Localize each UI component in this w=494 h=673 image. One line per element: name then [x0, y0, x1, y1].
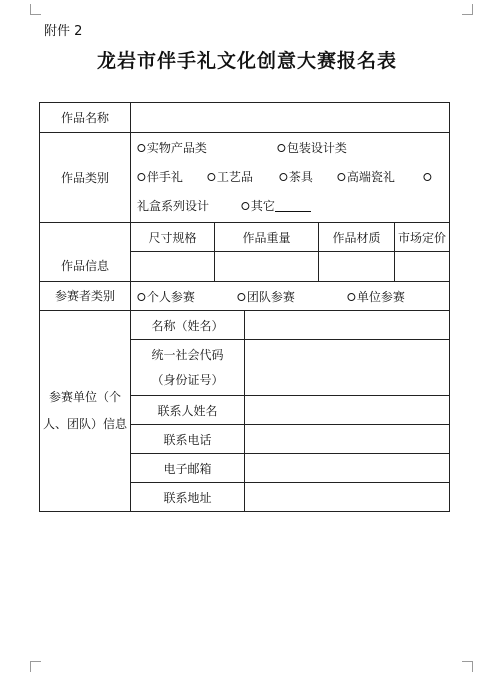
radio-circle-icon: ⭘: [279, 171, 288, 184]
option-crafts[interactable]: ⭘工艺品: [207, 170, 253, 184]
radio-circle-icon: ⭘: [423, 171, 432, 184]
unit-info-label: 参赛单位（个人、团队）信息: [40, 311, 131, 512]
option-physical-product[interactable]: ⭘实物产品类: [137, 141, 207, 155]
radio-circle-icon: ⭘: [137, 290, 146, 304]
contact-name-field[interactable]: [245, 396, 450, 425]
radio-circle-icon: ⭘: [137, 142, 146, 155]
participant-type-options: [131, 282, 450, 311]
radio-circle-icon: ⭘: [277, 142, 286, 155]
option-packaging-design[interactable]: ⭘包装设计类: [277, 141, 347, 155]
other-fill-blank[interactable]: [275, 199, 311, 212]
registration-form-table: [39, 102, 450, 512]
header-size-spec: 尺寸规格: [131, 223, 215, 252]
header-weight: 作品重量: [215, 223, 319, 252]
work-info-label: 作品信息: [40, 223, 131, 282]
option-porcelain-gift[interactable]: ⭘高端瓷礼: [337, 170, 395, 184]
work-category-row: [40, 133, 450, 223]
corner-mark-top-right: [462, 4, 473, 15]
address-field[interactable]: [245, 483, 450, 512]
work-name-field[interactable]: [131, 103, 450, 133]
option-team[interactable]: ⭘团队参赛: [237, 289, 295, 304]
work-category-options: [131, 133, 450, 223]
corner-mark-bottom-right: [462, 661, 473, 672]
radio-circle-icon: ⭘: [137, 171, 146, 184]
option-unit[interactable]: ⭘单位参赛: [347, 289, 405, 304]
radio-circle-icon: ⭘: [337, 171, 346, 184]
option-gift-box-label: 礼盒系列设计: [137, 199, 210, 213]
work-name-label: 作品名称: [40, 103, 131, 133]
work-info-header-row: [40, 223, 450, 252]
header-market-price: 市场定价: [395, 223, 450, 252]
option-individual[interactable]: ⭘个人参赛: [137, 289, 195, 304]
corner-mark-bottom-left: [30, 661, 41, 672]
option-other[interactable]: ⭘其它: [241, 192, 311, 221]
page-title: 龙岩市伴手礼文化创意大赛报名表: [96, 50, 397, 72]
participant-type-row: [40, 282, 450, 311]
radio-circle-icon: ⭘: [207, 171, 216, 184]
corner-mark-top-left: [30, 4, 41, 15]
option-gift-box-bullet[interactable]: [423, 163, 433, 192]
unit-name-row: [40, 311, 450, 340]
option-souvenir[interactable]: ⭘伴手礼: [137, 170, 183, 184]
radio-circle-icon: ⭘: [237, 290, 246, 304]
material-field[interactable]: [319, 252, 395, 282]
option-tea-set[interactable]: ⭘茶具: [279, 170, 313, 184]
phone-field[interactable]: [245, 425, 450, 454]
weight-field[interactable]: [215, 252, 319, 282]
radio-circle-icon: ⭘: [241, 200, 250, 213]
address-label: 联系地址: [131, 483, 245, 512]
radio-circle-icon: ⭘: [347, 290, 356, 304]
size-spec-field[interactable]: [131, 252, 215, 282]
unit-name-field[interactable]: [245, 311, 450, 340]
participant-type-label: 参赛者类别: [40, 282, 131, 311]
email-field[interactable]: [245, 454, 450, 483]
market-price-field[interactable]: [395, 252, 450, 282]
credit-code-label: 统一社会代码 （身份证号）: [131, 340, 245, 396]
work-name-row: [40, 103, 450, 133]
contact-name-label: 联系人姓名: [131, 396, 245, 425]
email-label: 电子邮箱: [131, 454, 245, 483]
credit-code-field[interactable]: [245, 340, 450, 396]
work-category-label: 作品类别: [40, 133, 131, 223]
header-material: 作品材质: [319, 223, 395, 252]
annex-label: 附件 2: [44, 24, 83, 39]
phone-label: 联系电话: [131, 425, 245, 454]
unit-name-label: 名称（姓名）: [131, 311, 245, 340]
